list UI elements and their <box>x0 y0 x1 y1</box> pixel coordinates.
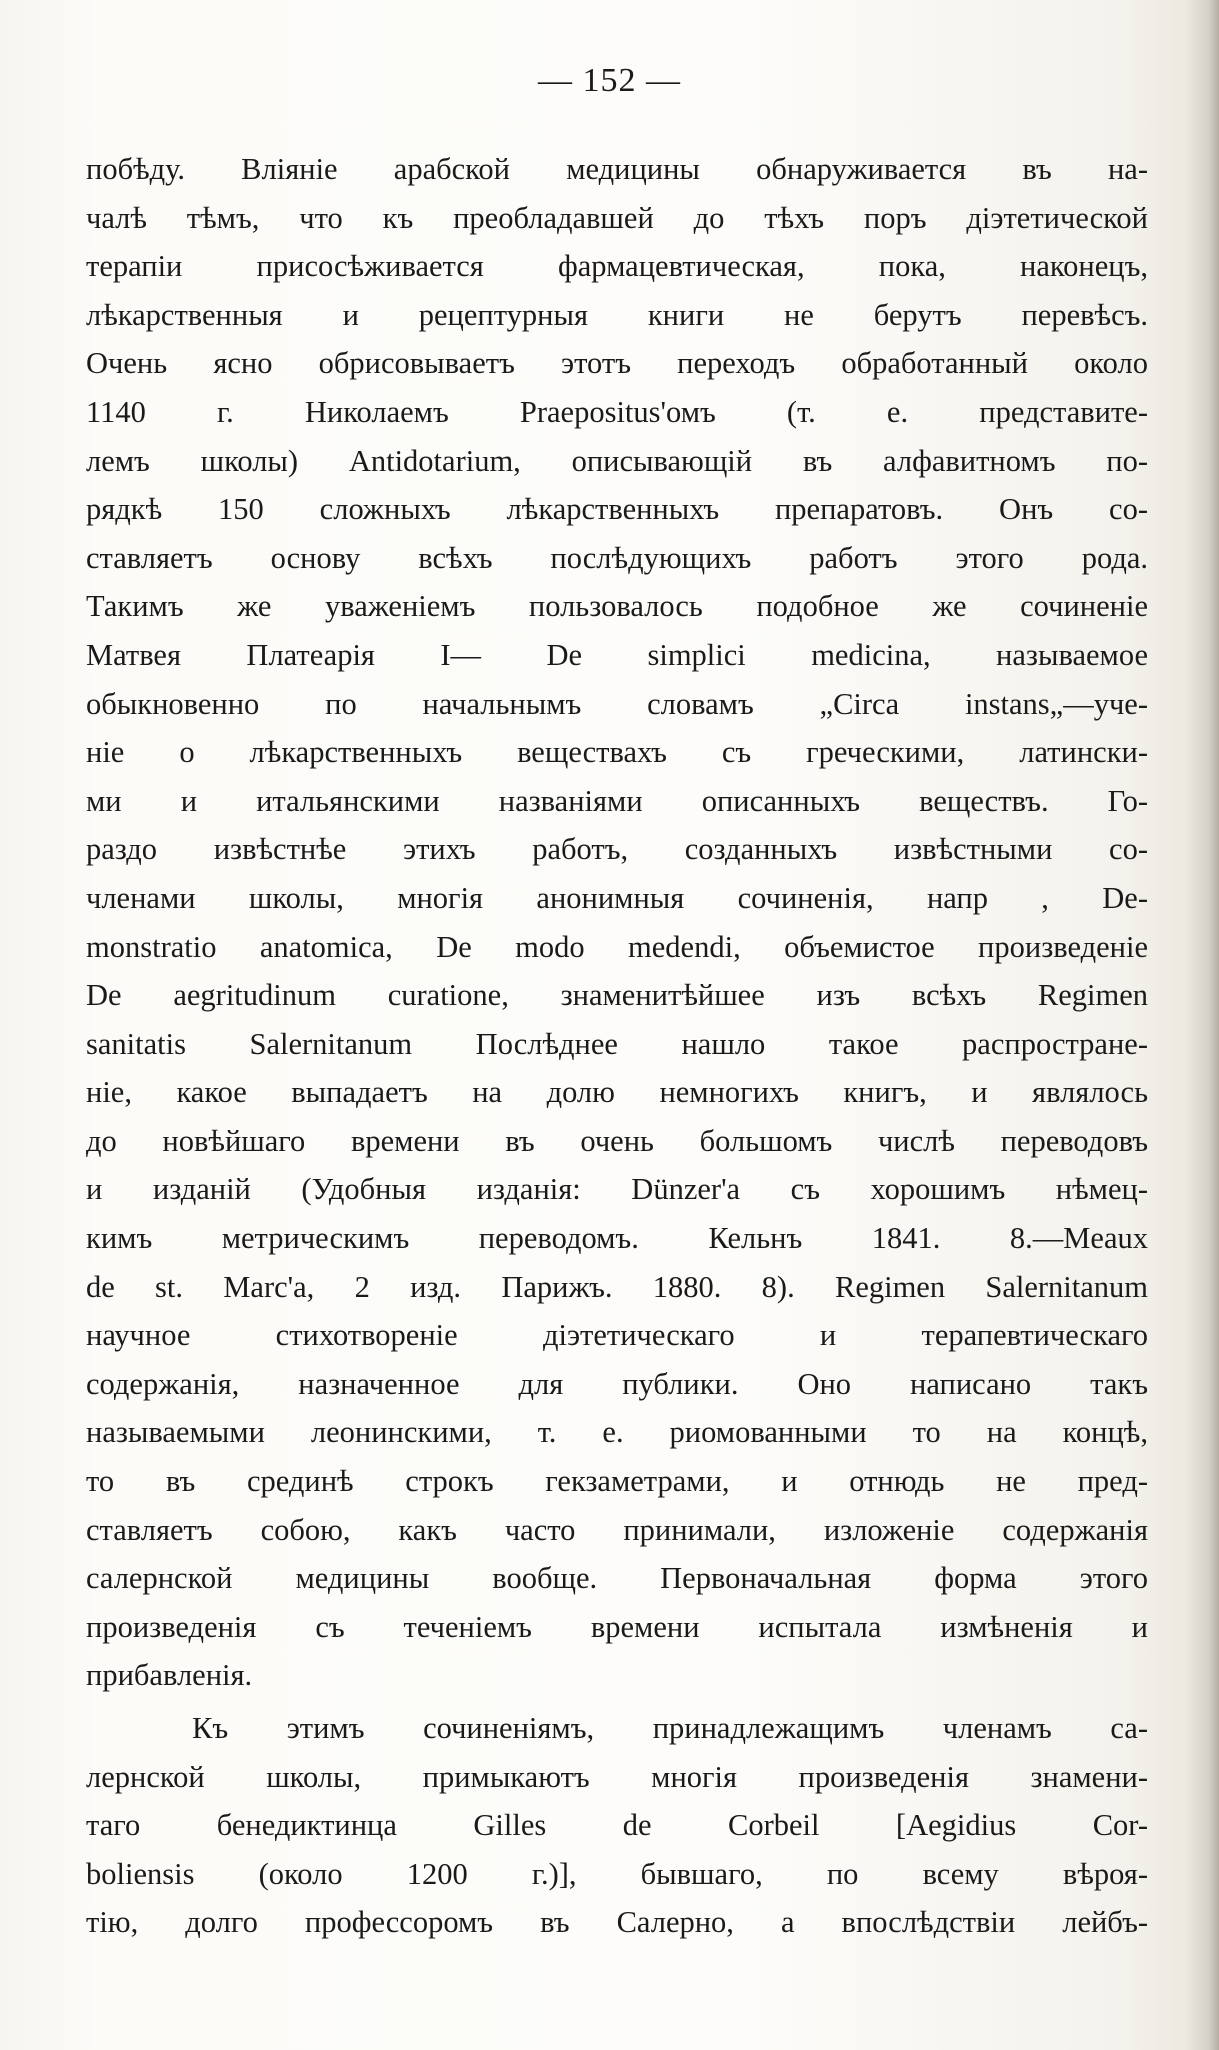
text-line: ставляетъ основу всѣхъ послѣдующихъ работъ этого рода. <box>86 540 1148 575</box>
text-line: ніе, какое выпадаетъ на долю немногихъ книгъ, и являлось <box>86 1075 1148 1110</box>
paragraph-1 <box>86 145 1148 1700</box>
text-line: салернской медицины вообще. Первоначальная форма этого <box>86 1561 1148 1596</box>
text-line: произведенія съ теченіемъ времени испытала измѣненія и <box>86 1609 1148 1644</box>
text-line: Такимъ же уваженіемъ пользовалось подобное же сочиненіе <box>86 589 1148 624</box>
text-line: лернской школы, примыкаютъ многія произведенія знамени- <box>86 1759 1148 1794</box>
text-line: рядкѣ 150 сложныхъ лѣкарственныхъ препаратовъ. Онъ со- <box>86 492 1148 527</box>
text-line: терапіи присосѣживается фармацевтическая, пока, наконецъ, <box>86 249 1148 284</box>
text-line: кимъ метрическимъ переводомъ. Кельнъ 1841. 8.—Meaux <box>86 1221 1148 1256</box>
text-line: раздо извѣстнѣе этихъ работъ, созданныхъ извѣстными со- <box>86 832 1148 867</box>
text-line: чалѣ тѣмъ, что къ преобладавшей до тѣхъ поръ діэтетической <box>86 200 1148 235</box>
text-line: Очень ясно обрисовываетъ этотъ переходъ обработанный около <box>86 346 1148 381</box>
text-line: ставляетъ собою, какъ часто принимали, изложеніе содержанія <box>86 1512 1148 1547</box>
text-line: таго бенедиктинца Gilles de Corbeil [Aegidius Cor- <box>86 1808 1148 1843</box>
text-line: sanitatis Salernitanum Послѣднее нашло такое распростране- <box>86 1026 1148 1061</box>
text-line: ми и итальянскими названіями описанныхъ веществъ. Го- <box>86 783 1148 818</box>
text-line: лѣкарственныя и рецептурныя книги не берутъ перевѣсъ. <box>86 297 1148 332</box>
text-line: 1140 г. Николаемъ Praepositus'омъ (т. е. представите- <box>86 394 1148 429</box>
text-line: прибавленія. <box>86 1658 253 1693</box>
text-line: до новѣйшаго времени въ очень большомъ числѣ переводовъ <box>86 1123 1148 1158</box>
text-line: содержанія, назначенное для публики. Оно написано такъ <box>86 1366 1148 1401</box>
paragraph-2 <box>86 1704 1148 1947</box>
text-line: ніе о лѣкарственныхъ веществахъ съ греческими, латински- <box>86 735 1148 770</box>
text-line: Матвея Платеарія I— De simplici medicina, называемое <box>86 637 1148 672</box>
page-edge-shadow <box>1185 0 1219 2050</box>
text-line: De aegritudinum curatione, знаменитѣйшее изъ всѣхъ Regimen <box>86 978 1148 1013</box>
page-number: — 152 — <box>538 62 681 99</box>
text-line: и изданій (Удобныя изданія: Dünzer'а съ хорошимъ нѣмец- <box>86 1172 1148 1207</box>
text-line: то въ срединѣ строкъ гекзаметрами, и отнюдь не пред- <box>86 1464 1148 1499</box>
text-line: научное стихотвореніе діэтетическаго и терапевтическаго <box>86 1318 1148 1353</box>
text-line: boliensis (около 1200 г.)], бывшаго, по всему вѣроя- <box>86 1856 1148 1891</box>
text-line: Къ этимъ сочиненіямъ, принадлежащимъ членамъ са- <box>192 1711 1148 1745</box>
body-text <box>86 145 1148 1947</box>
text-line: monstratio anatomica, De modo medendi, объемистое произведеніе <box>86 929 1148 964</box>
text-line: de st. Marc'а, 2 изд. Парижъ. 1880. 8). Regimen Salernitanum <box>86 1269 1148 1304</box>
text-line: членами школы, многія анонимныя сочиненія, напр , De- <box>86 880 1148 915</box>
text-line: лемъ школы) Antidotarium, описывающій въ алфавитномъ по- <box>86 443 1148 478</box>
text-line: называемыми леонинскими, т. е. риомованными то на концѣ, <box>86 1415 1148 1450</box>
text-line: обыкновенно по начальнымъ словамъ „Circa instans„—уче- <box>86 686 1148 721</box>
text-line: тію, долго профессоромъ въ Салерно, а впослѣдствіи лейбъ- <box>86 1905 1148 1940</box>
text-line: побѣду. Вліяніе арабской медицины обнаруживается въ на- <box>86 152 1148 186</box>
